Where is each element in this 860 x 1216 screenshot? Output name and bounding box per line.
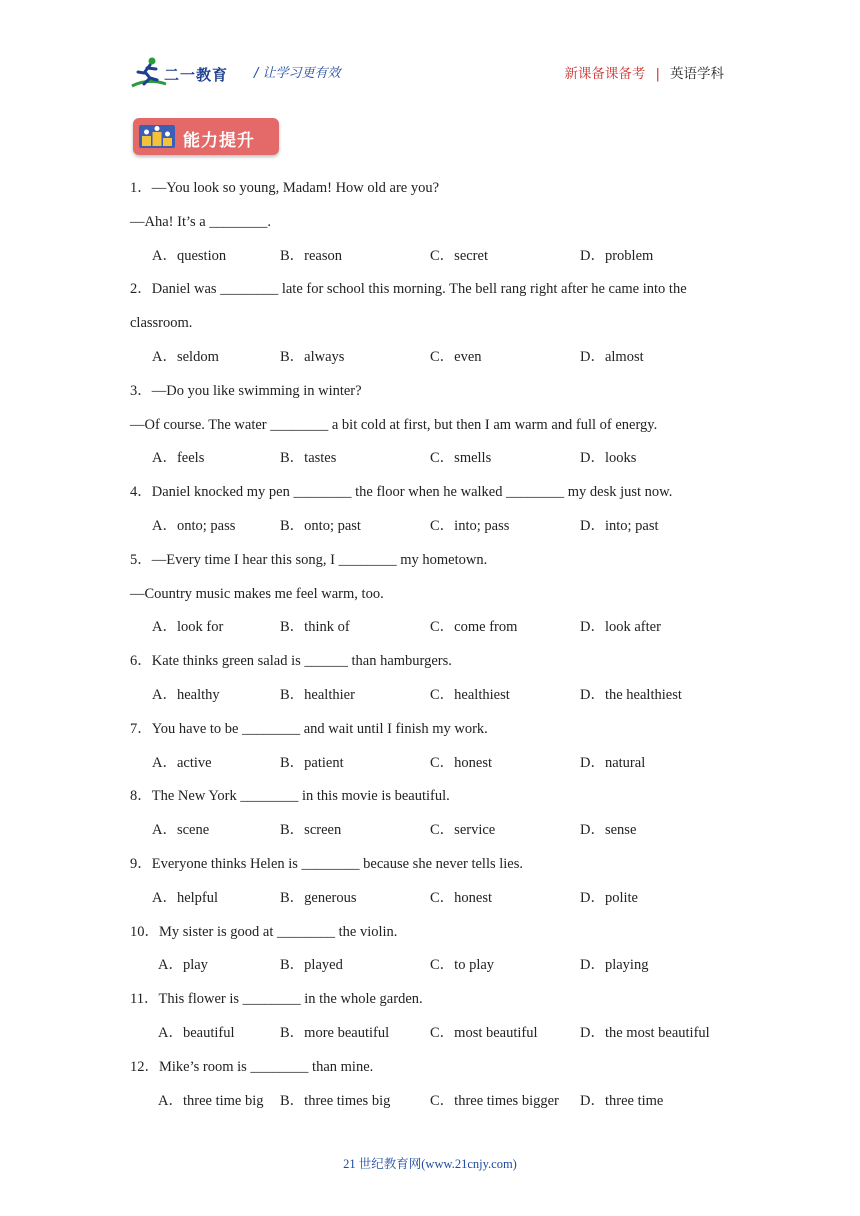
option-row [130,510,730,544]
question-line: 4．Daniel knocked my pen ________ the floor when he walked ________ my desk just now. [130,484,673,501]
option-a: A．onto; pass [152,517,236,534]
option-c: C．even [430,348,482,365]
option-d: D．the most beautiful [580,1024,710,1041]
option-a: A．beautiful [158,1024,235,1041]
option-b: B．patient [280,754,344,771]
option-row [130,611,730,645]
option-b: B．three times big [280,1092,391,1109]
question-line: 11．This flower is ________ in the whole garden. [130,991,423,1008]
header-subject-label: 英语学科 [670,66,724,82]
question-line: 2．Daniel was ________ late for school this morning. The bell rang right after he came into the [130,281,687,298]
option-d: D．three time [580,1092,664,1109]
option-row [130,341,730,375]
option-b: B．generous [280,889,357,906]
option-a: A．three time big [158,1092,264,1109]
option-d: D．the healthiest [580,686,682,703]
option-a: A．question [152,247,227,264]
option-d: D．look after [580,619,661,636]
podium-icon [139,125,175,148]
option-b: B．more beautiful [280,1024,390,1041]
option-row [130,949,730,983]
option-a: A．play [158,957,208,974]
option-c: C．three times bigger [430,1092,559,1109]
option-d: D．natural [580,754,646,771]
option-a: A．helpful [152,889,219,906]
option-c: C．honest [430,889,493,906]
question-line: 12．Mike’s room is ________ than mine. [130,1058,374,1075]
option-d: D．problem [580,247,654,264]
slogan: / 让学习更有效 [254,66,341,81]
option-a: A．feels [152,450,205,467]
option-b: B．screen [280,822,342,839]
option-row [130,814,730,848]
header-course-label: 新课备课备考 [564,66,646,82]
option-row [130,747,730,781]
option-b: B．reason [280,247,343,264]
question-line: —Aha! It’s a ________. [130,213,271,230]
header-subject [564,62,724,82]
option-d: D．sense [580,822,637,839]
option-b: B．tastes [280,450,337,467]
option-d: D．into; past [580,517,659,534]
section-badge [133,118,279,155]
option-row [130,240,730,274]
option-c: C．service [430,822,496,839]
option-c: C．healthiest [430,686,510,703]
question-line: 9．Everyone thinks Helen is ________ because she never tells lies. [130,855,524,872]
question-line: 8．The New York ________ in this movie is beautiful. [130,788,450,805]
option-c: C．into; pass [430,517,510,534]
question-line: —Country music makes me feel warm, too. [130,585,384,602]
option-c: C．secret [430,247,488,264]
option-b: B．played [280,957,343,974]
option-row [130,679,730,713]
option-row [130,442,730,476]
option-b: B．think of [280,619,350,636]
option-a: A．active [152,754,212,771]
option-c: C．to play [430,957,495,974]
question-line: 5．—Every time I hear this song, I ________ my hometown. [130,551,488,568]
question-line: 3．—Do you like swimming in winter? [130,382,362,399]
question-line: 7．You have to be ________ and wait until I finish my work. [130,720,488,737]
option-b: B．healthier [280,686,355,703]
option-b: B．onto; past [280,517,361,534]
section-title: 能力提升 [183,131,255,151]
option-a: A．look for [152,619,224,636]
option-c: C．come from [430,619,518,636]
page-footer[interactable]: 21 世纪教育网(www.21cnjy.com) [343,1157,517,1171]
question-line: classroom. [130,315,193,332]
option-a: A．healthy [152,686,220,703]
option-b: B．always [280,348,345,365]
option-c: C．most beautiful [430,1024,538,1041]
question-line: 1．—You look so young, Madam! How old are you? [130,180,440,196]
option-d: D．playing [580,957,649,974]
option-a: A．seldom [152,348,219,365]
option-d: D．looks [580,450,637,467]
option-d: D．polite [580,889,638,906]
option-row [130,1085,730,1119]
question-line: 6．Kate thinks green salad is ______ than hamburgers. [130,653,452,670]
question-list [130,172,730,1118]
option-d: D．almost [580,348,644,365]
option-row [130,1017,730,1051]
option-c: C．honest [430,754,493,771]
brand-logo [130,56,240,90]
question-line: 10．My sister is good at ________ the violin. [130,923,398,940]
header-separator: | [655,66,660,82]
option-a: A．scene [152,822,210,839]
page-header [0,0,860,100]
logo-text: 二一教育 [164,66,229,84]
question-line: —Of course. The water ________ a bit cold at first, but then I am warm and full of energy. [130,416,658,433]
option-row [130,882,730,916]
option-c: C．smells [430,450,492,467]
